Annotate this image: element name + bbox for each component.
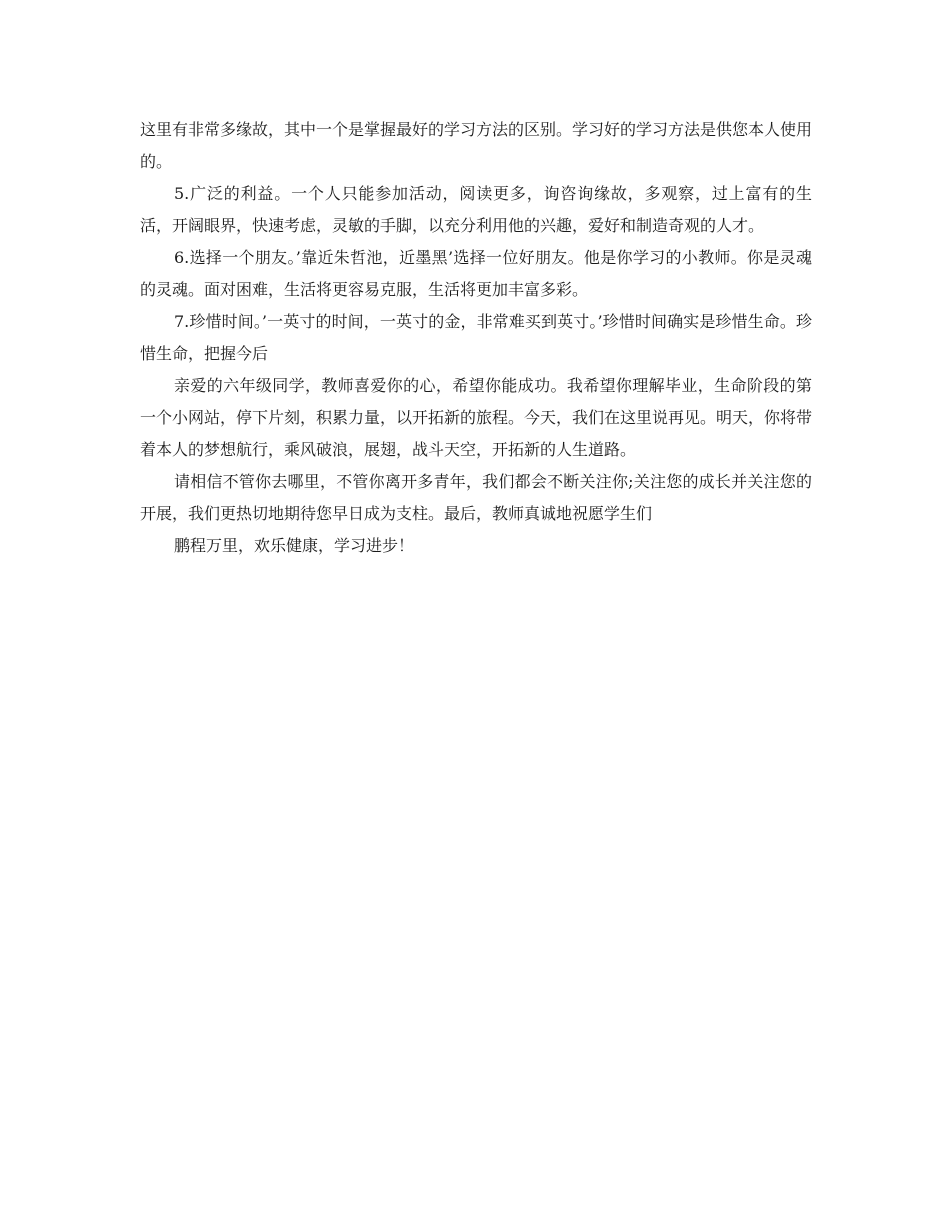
paragraph-closing: 鹏程万里，欢乐健康，学习进步！: [174, 536, 415, 555]
paragraph-reason: 这里有非常多缘故，其中一个是掌握最好的学习方法的区别。学习好的学习方法是供您本人使用的。: [140, 120, 813, 171]
paragraph-item-7: 7.珍惜时间。’一英寸的时间，一英寸的金，非常难买到英寸。’珍惜时间确实是珍惜生命。珍惜生命，把握今后: [140, 312, 812, 363]
paragraph-item-5: 5.广泛的利益。一个人只能参加活动，阅读更多，询咨询缘故，多观察，过上富有的生活，开阔眼界，快速考虑，灵敏的手脚，以充分利用他的兴趣，爱好和制造奇观的人才。: [140, 184, 812, 235]
document-page: [140, 114, 812, 562]
paragraph-wishes: 请相信不管你去哪里，不管你离开多青年，我们都会不断关注你;关注您的成长并关注您的开展，我们更热切地期待您早日成为支柱。最后，教师真诚地祝愿学生们: [140, 472, 812, 523]
paragraph-farewell: 亲爱的六年级同学，教师喜爱你的心，希望你能成功。我希望你理解毕业，生命阶段的第一个小网站，停下片刻，积累力量，以开拓新的旅程。今天，我们在这里说再见。明天，你将带着本人的梦想航行，乘风破浪，展翅，战斗天空，开拓新的人生道路。: [140, 376, 813, 459]
paragraph-item-6: 6.选择一个朋友。’靠近朱哲池，近墨黑’选择一位好朋友。他是你学习的小教师。你是灵魂的灵魂。面对困难，生活将更容易克服，生活将更加丰富多彩。: [140, 248, 812, 299]
